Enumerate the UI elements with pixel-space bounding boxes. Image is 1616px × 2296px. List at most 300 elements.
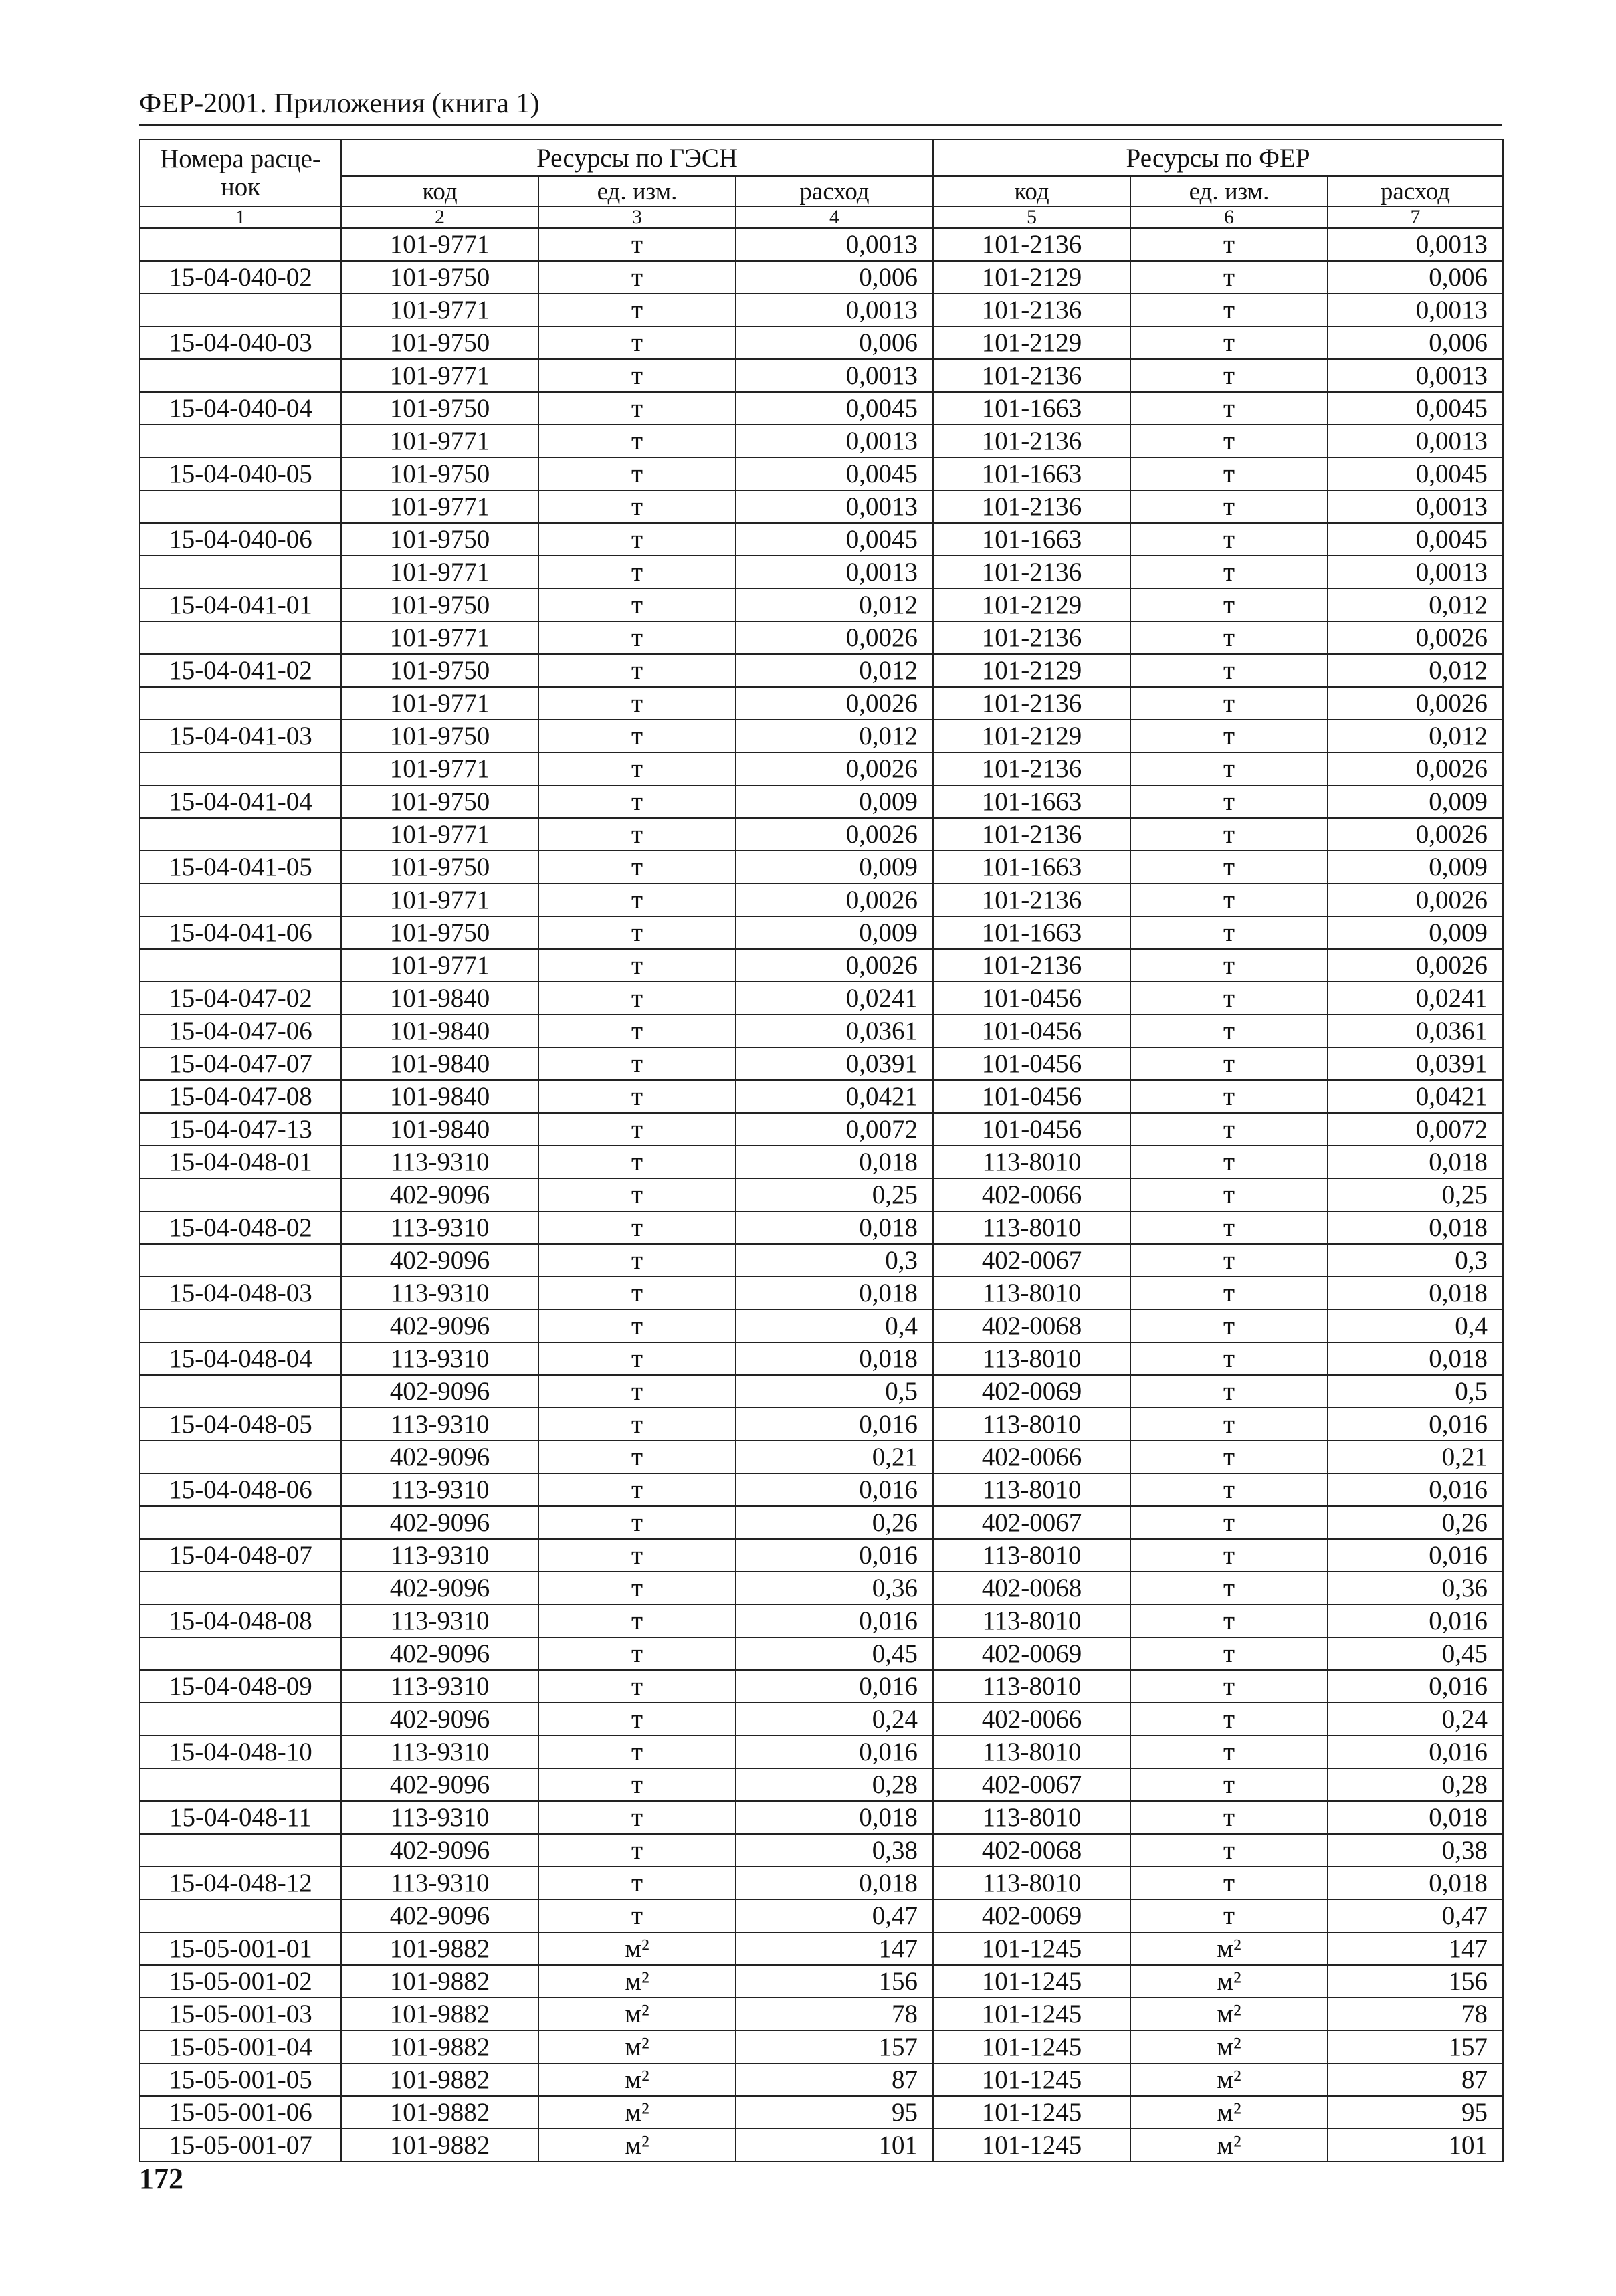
fer-code-cell: 101-2136: [933, 228, 1130, 261]
fer-unit-cell: т: [1130, 326, 1328, 359]
fer-consumption-cell: 0,016: [1328, 1408, 1503, 1441]
gesn-code-cell: 101-9771: [341, 687, 538, 720]
fer-code-cell: 113-8010: [933, 1604, 1130, 1637]
fer-code-cell: 101-1663: [933, 392, 1130, 425]
gesn-unit-cell: т: [538, 1867, 736, 1899]
fer-code-cell: 101-1663: [933, 916, 1130, 949]
gesn-consumption-cell: 0,009: [736, 916, 933, 949]
table-row: [140, 687, 1503, 720]
gesn-code-cell: 101-9882: [341, 1965, 538, 1998]
fer-code-cell: 101-2129: [933, 261, 1130, 294]
fer-consumption-cell: 0,016: [1328, 1604, 1503, 1637]
header-rate-numbers: [140, 140, 341, 207]
column-number: 7: [1328, 207, 1503, 228]
fer-consumption-cell: 0,018: [1328, 1146, 1503, 1178]
fer-code-cell: 113-8010: [933, 1342, 1130, 1375]
fer-consumption-cell: 0,36: [1328, 1572, 1503, 1604]
gesn-consumption-cell: 0,016: [736, 1408, 933, 1441]
fer-code-cell: 113-8010: [933, 1408, 1130, 1441]
rate-number-cell: 15-05-001-06: [140, 2096, 341, 2129]
fer-consumption-cell: 0,0241: [1328, 982, 1503, 1015]
table-row: [140, 556, 1503, 589]
gesn-unit-cell: т: [538, 818, 736, 851]
table-row: [140, 720, 1503, 752]
rate-number-cell: [140, 490, 341, 523]
table-row: [140, 1211, 1503, 1244]
table-row: [140, 1899, 1503, 1932]
gesn-consumption-cell: 0,0045: [736, 392, 933, 425]
gesn-unit-cell: т: [538, 359, 736, 392]
gesn-code-cell: 101-9771: [341, 294, 538, 326]
gesn-consumption-cell: 0,0361: [736, 1015, 933, 1047]
table-row: [140, 2129, 1503, 2162]
gesn-unit-cell: т: [538, 1801, 736, 1834]
gesn-unit-cell: м²: [538, 2129, 736, 2162]
rate-number-cell: 15-04-041-02: [140, 654, 341, 687]
gesn-consumption-cell: 0,4: [736, 1310, 933, 1342]
fer-unit-cell: т: [1130, 1899, 1328, 1932]
subheader-gesn-consumption: расход: [736, 176, 933, 207]
fer-unit-cell: м²: [1130, 1965, 1328, 1998]
gesn-code-cell: 402-9096: [341, 1899, 538, 1932]
fer-unit-cell: т: [1130, 1178, 1328, 1211]
fer-consumption-cell: 0,009: [1328, 851, 1503, 883]
fer-unit-cell: т: [1130, 1375, 1328, 1408]
rate-number-cell: 15-04-040-06: [140, 523, 341, 556]
gesn-unit-cell: т: [538, 457, 736, 490]
fer-consumption-cell: 0,0013: [1328, 359, 1503, 392]
gesn-code-cell: 101-9771: [341, 621, 538, 654]
gesn-unit-cell: т: [538, 425, 736, 457]
fer-unit-cell: т: [1130, 687, 1328, 720]
gesn-consumption-cell: 0,016: [736, 1473, 933, 1506]
fer-code-cell: 101-0456: [933, 982, 1130, 1015]
table-row: [140, 1375, 1503, 1408]
gesn-unit-cell: м²: [538, 2063, 736, 2096]
gesn-code-cell: 101-9750: [341, 261, 538, 294]
rate-number-cell: 15-04-048-09: [140, 1670, 341, 1703]
fer-unit-cell: т: [1130, 1572, 1328, 1604]
table-row: [140, 883, 1503, 916]
fer-consumption-cell: 0,0361: [1328, 1015, 1503, 1047]
gesn-code-cell: 113-9310: [341, 1736, 538, 1768]
table-row: [140, 851, 1503, 883]
table-row: [140, 621, 1503, 654]
gesn-code-cell: 101-9771: [341, 556, 538, 589]
table-row: [140, 326, 1503, 359]
fer-consumption-cell: 0,0421: [1328, 1080, 1503, 1113]
fer-unit-cell: т: [1130, 1768, 1328, 1801]
gesn-code-cell: 101-9771: [341, 228, 538, 261]
gesn-consumption-cell: 0,0013: [736, 490, 933, 523]
fer-unit-cell: т: [1130, 1146, 1328, 1178]
table-row: [140, 1015, 1503, 1047]
gesn-code-cell: 101-9750: [341, 457, 538, 490]
fer-consumption-cell: 0,016: [1328, 1736, 1503, 1768]
fer-unit-cell: т: [1130, 1441, 1328, 1473]
column-number: 3: [538, 207, 736, 228]
rate-number-cell: 15-05-001-02: [140, 1965, 341, 1998]
fer-unit-cell: т: [1130, 1342, 1328, 1375]
table-row: [140, 228, 1503, 261]
rate-number-cell: 15-05-001-07: [140, 2129, 341, 2162]
fer-code-cell: 402-0067: [933, 1768, 1130, 1801]
fer-consumption-cell: 0,38: [1328, 1834, 1503, 1867]
gesn-unit-cell: т: [538, 1244, 736, 1277]
gesn-unit-cell: т: [538, 1408, 736, 1441]
gesn-code-cell: 402-9096: [341, 1310, 538, 1342]
rate-number-cell: 15-04-048-12: [140, 1867, 341, 1899]
gesn-consumption-cell: 0,0241: [736, 982, 933, 1015]
fer-unit-cell: т: [1130, 1736, 1328, 1768]
gesn-consumption-cell: 0,012: [736, 654, 933, 687]
table-row: [140, 1932, 1503, 1965]
fer-code-cell: 101-2136: [933, 425, 1130, 457]
gesn-consumption-cell: 0,018: [736, 1867, 933, 1899]
fer-code-cell: 101-1245: [933, 1998, 1130, 2030]
table-row: [140, 1080, 1503, 1113]
fer-unit-cell: т: [1130, 1113, 1328, 1146]
gesn-code-cell: 402-9096: [341, 1637, 538, 1670]
fer-code-cell: 113-8010: [933, 1539, 1130, 1572]
gesn-consumption-cell: 0,0045: [736, 523, 933, 556]
fer-code-cell: 113-8010: [933, 1211, 1130, 1244]
rate-number-cell: 15-05-001-05: [140, 2063, 341, 2096]
rate-number-cell: 15-04-048-11: [140, 1801, 341, 1834]
fer-unit-cell: т: [1130, 1604, 1328, 1637]
fer-consumption-cell: 0,018: [1328, 1342, 1503, 1375]
gesn-unit-cell: т: [538, 490, 736, 523]
gesn-code-cell: 113-9310: [341, 1604, 538, 1637]
fer-code-cell: 113-8010: [933, 1277, 1130, 1310]
fer-consumption-cell: 0,006: [1328, 326, 1503, 359]
rate-number-cell: 15-04-041-06: [140, 916, 341, 949]
rate-number-cell: 15-04-041-05: [140, 851, 341, 883]
rate-number-cell: [140, 294, 341, 326]
rate-number-cell: [140, 949, 341, 982]
gesn-code-cell: 101-9750: [341, 589, 538, 621]
rate-number-cell: 15-04-047-07: [140, 1047, 341, 1080]
rate-number-cell: [140, 1244, 341, 1277]
table-body: [140, 228, 1503, 2162]
gesn-code-cell: 402-9096: [341, 1375, 538, 1408]
fer-unit-cell: т: [1130, 1310, 1328, 1342]
rate-number-cell: [140, 1834, 341, 1867]
fer-code-cell: 101-2129: [933, 654, 1130, 687]
gesn-consumption-cell: 0,0026: [736, 883, 933, 916]
subheader-gesn-unit: ед. изм.: [538, 176, 736, 207]
fer-code-cell: 101-0456: [933, 1080, 1130, 1113]
gesn-unit-cell: т: [538, 294, 736, 326]
header-fer-resources: Ресурсы по ФЕР: [933, 140, 1503, 176]
gesn-consumption-cell: 0,018: [736, 1146, 933, 1178]
gesn-unit-cell: т: [538, 1834, 736, 1867]
gesn-unit-cell: м²: [538, 2096, 736, 2129]
fer-unit-cell: т: [1130, 1277, 1328, 1310]
table-row: [140, 1113, 1503, 1146]
table-row: [140, 1310, 1503, 1342]
gesn-unit-cell: т: [538, 326, 736, 359]
gesn-consumption-cell: 0,016: [736, 1736, 933, 1768]
subheader-fer-code: код: [933, 176, 1130, 207]
gesn-code-cell: 101-9840: [341, 1113, 538, 1146]
gesn-code-cell: 101-9840: [341, 982, 538, 1015]
gesn-unit-cell: т: [538, 1539, 736, 1572]
fer-consumption-cell: 0,0013: [1328, 490, 1503, 523]
fer-code-cell: 101-1663: [933, 523, 1130, 556]
gesn-consumption-cell: 157: [736, 2030, 933, 2063]
gesn-consumption-cell: 147: [736, 1932, 933, 1965]
gesn-unit-cell: т: [538, 556, 736, 589]
gesn-code-cell: 402-9096: [341, 1572, 538, 1604]
gesn-code-cell: 101-9750: [341, 654, 538, 687]
page-header-title: ФЕР-2001. Приложения (книга 1): [139, 88, 540, 119]
fer-unit-cell: т: [1130, 949, 1328, 982]
table-row: [140, 523, 1503, 556]
fer-code-cell: 402-0066: [933, 1178, 1130, 1211]
rate-number-cell: 15-04-048-03: [140, 1277, 341, 1310]
rate-number-cell: [140, 1506, 341, 1539]
gesn-unit-cell: т: [538, 687, 736, 720]
fer-unit-cell: т: [1130, 490, 1328, 523]
gesn-unit-cell: т: [538, 1015, 736, 1047]
gesn-code-cell: 101-9882: [341, 1932, 538, 1965]
fer-unit-cell: т: [1130, 1473, 1328, 1506]
gesn-code-cell: 402-9096: [341, 1834, 538, 1867]
gesn-unit-cell: т: [538, 1277, 736, 1310]
gesn-unit-cell: т: [538, 1211, 736, 1244]
rate-number-cell: [140, 1768, 341, 1801]
fer-consumption-cell: 0,0045: [1328, 392, 1503, 425]
gesn-code-cell: 113-9310: [341, 1408, 538, 1441]
gesn-consumption-cell: 0,006: [736, 261, 933, 294]
rate-number-cell: 15-04-047-13: [140, 1113, 341, 1146]
fer-consumption-cell: 0,0072: [1328, 1113, 1503, 1146]
fer-consumption-cell: 0,0045: [1328, 457, 1503, 490]
fer-unit-cell: т: [1130, 228, 1328, 261]
fer-consumption-cell: 0,5: [1328, 1375, 1503, 1408]
gesn-consumption-cell: 0,24: [736, 1703, 933, 1736]
fer-consumption-cell: 0,009: [1328, 916, 1503, 949]
table-row: [140, 1768, 1503, 1801]
fer-unit-cell: м²: [1130, 1998, 1328, 2030]
fer-code-cell: 101-1245: [933, 2129, 1130, 2162]
fer-unit-cell: т: [1130, 916, 1328, 949]
fer-unit-cell: т: [1130, 1703, 1328, 1736]
gesn-consumption-cell: 0,47: [736, 1899, 933, 1932]
gesn-unit-cell: т: [538, 949, 736, 982]
fer-consumption-cell: 0,0045: [1328, 523, 1503, 556]
fer-unit-cell: т: [1130, 621, 1328, 654]
fer-code-cell: 101-2129: [933, 326, 1130, 359]
fer-unit-cell: т: [1130, 1015, 1328, 1047]
fer-code-cell: 113-8010: [933, 1473, 1130, 1506]
gesn-code-cell: 101-9750: [341, 851, 538, 883]
gesn-code-cell: 101-9771: [341, 752, 538, 785]
fer-unit-cell: т: [1130, 392, 1328, 425]
gesn-code-cell: 101-9840: [341, 1080, 538, 1113]
fer-consumption-cell: 0,018: [1328, 1867, 1503, 1899]
gesn-unit-cell: м²: [538, 2030, 736, 2063]
fer-unit-cell: т: [1130, 425, 1328, 457]
rate-number-cell: 15-04-048-04: [140, 1342, 341, 1375]
fer-consumption-cell: 0,21: [1328, 1441, 1503, 1473]
fer-code-cell: 402-0069: [933, 1375, 1130, 1408]
gesn-unit-cell: м²: [538, 1998, 736, 2030]
gesn-unit-cell: т: [538, 982, 736, 1015]
rate-number-cell: 15-04-041-01: [140, 589, 341, 621]
table-row: [140, 457, 1503, 490]
fer-consumption-cell: 0,26: [1328, 1506, 1503, 1539]
gesn-code-cell: 402-9096: [341, 1244, 538, 1277]
gesn-consumption-cell: 0,012: [736, 589, 933, 621]
gesn-code-cell: 101-9882: [341, 2030, 538, 2063]
fer-code-cell: 101-1245: [933, 1965, 1130, 1998]
rate-number-cell: [140, 359, 341, 392]
rate-number-cell: 15-04-047-02: [140, 982, 341, 1015]
fer-code-cell: 101-2136: [933, 621, 1130, 654]
gesn-consumption-cell: 0,0045: [736, 457, 933, 490]
fer-unit-cell: т: [1130, 982, 1328, 1015]
gesn-unit-cell: т: [538, 1473, 736, 1506]
fer-code-cell: 402-0068: [933, 1310, 1130, 1342]
rate-number-cell: 15-04-048-06: [140, 1473, 341, 1506]
table-row: [140, 1604, 1503, 1637]
fer-code-cell: 402-0067: [933, 1506, 1130, 1539]
fer-code-cell: 101-1245: [933, 1932, 1130, 1965]
table-row: [140, 1637, 1503, 1670]
rate-number-cell: 15-04-040-02: [140, 261, 341, 294]
gesn-code-cell: 113-9310: [341, 1867, 538, 1899]
gesn-code-cell: 101-9882: [341, 2129, 538, 2162]
gesn-unit-cell: т: [538, 883, 736, 916]
gesn-consumption-cell: 0,45: [736, 1637, 933, 1670]
gesn-code-cell: 101-9750: [341, 326, 538, 359]
gesn-unit-cell: т: [538, 1572, 736, 1604]
rate-number-cell: [140, 1375, 341, 1408]
gesn-consumption-cell: 0,28: [736, 1768, 933, 1801]
rate-number-cell: 15-04-048-02: [140, 1211, 341, 1244]
fer-consumption-cell: 0,018: [1328, 1211, 1503, 1244]
fer-code-cell: 113-8010: [933, 1867, 1130, 1899]
table-row: [140, 1736, 1503, 1768]
table-row: [140, 916, 1503, 949]
gesn-code-cell: 101-9882: [341, 1998, 538, 2030]
fer-consumption-cell: 0,009: [1328, 785, 1503, 818]
gesn-unit-cell: т: [538, 523, 736, 556]
gesn-code-cell: 101-9750: [341, 916, 538, 949]
gesn-unit-cell: т: [538, 851, 736, 883]
rate-number-cell: 15-04-040-04: [140, 392, 341, 425]
fer-unit-cell: т: [1130, 883, 1328, 916]
fer-code-cell: 101-2136: [933, 556, 1130, 589]
rate-number-cell: [140, 228, 341, 261]
gesn-consumption-cell: 0,0026: [736, 621, 933, 654]
fer-consumption-cell: 0,0391: [1328, 1047, 1503, 1080]
gesn-code-cell: 402-9096: [341, 1441, 538, 1473]
header-rate-numbers-text: Номера расце-нок: [160, 144, 321, 201]
fer-consumption-cell: 0,0013: [1328, 425, 1503, 457]
gesn-code-cell: 101-9750: [341, 523, 538, 556]
gesn-unit-cell: м²: [538, 1965, 736, 1998]
fer-unit-cell: т: [1130, 785, 1328, 818]
rate-number-cell: 15-04-040-03: [140, 326, 341, 359]
gesn-unit-cell: т: [538, 720, 736, 752]
fer-consumption-cell: 0,4: [1328, 1310, 1503, 1342]
gesn-consumption-cell: 156: [736, 1965, 933, 1998]
gesn-consumption-cell: 0,38: [736, 1834, 933, 1867]
rate-number-cell: 15-05-001-01: [140, 1932, 341, 1965]
gesn-code-cell: 101-9750: [341, 785, 538, 818]
gesn-consumption-cell: 0,006: [736, 326, 933, 359]
gesn-unit-cell: т: [538, 1604, 736, 1637]
fer-unit-cell: т: [1130, 654, 1328, 687]
fer-code-cell: 101-2136: [933, 359, 1130, 392]
fer-unit-cell: т: [1130, 523, 1328, 556]
gesn-unit-cell: т: [538, 1736, 736, 1768]
rate-number-cell: 15-04-048-10: [140, 1736, 341, 1768]
rate-number-cell: [140, 687, 341, 720]
rate-number-cell: 15-04-048-07: [140, 1539, 341, 1572]
gesn-code-cell: 101-9750: [341, 392, 538, 425]
fer-unit-cell: т: [1130, 1047, 1328, 1080]
fer-code-cell: 101-2136: [933, 687, 1130, 720]
rate-number-cell: [140, 818, 341, 851]
gesn-consumption-cell: 0,0391: [736, 1047, 933, 1080]
gesn-consumption-cell: 0,25: [736, 1178, 933, 1211]
fer-unit-cell: т: [1130, 294, 1328, 326]
fer-unit-cell: т: [1130, 1244, 1328, 1277]
fer-code-cell: 113-8010: [933, 1146, 1130, 1178]
gesn-consumption-cell: 0,009: [736, 785, 933, 818]
table-row: [140, 1506, 1503, 1539]
page-number: 172: [139, 2162, 183, 2195]
gesn-consumption-cell: 0,0013: [736, 359, 933, 392]
table-row: [140, 785, 1503, 818]
gesn-consumption-cell: 0,3: [736, 1244, 933, 1277]
fer-code-cell: 402-0067: [933, 1244, 1130, 1277]
gesn-consumption-cell: 0,36: [736, 1572, 933, 1604]
fer-unit-cell: т: [1130, 1408, 1328, 1441]
fer-consumption-cell: 0,45: [1328, 1637, 1503, 1670]
fer-code-cell: 101-2136: [933, 490, 1130, 523]
fer-code-cell: 101-1245: [933, 2030, 1130, 2063]
rate-number-cell: 15-04-040-05: [140, 457, 341, 490]
gesn-code-cell: 101-9771: [341, 883, 538, 916]
gesn-unit-cell: т: [538, 1080, 736, 1113]
fer-code-cell: 101-1245: [933, 2096, 1130, 2129]
gesn-consumption-cell: 101: [736, 2129, 933, 2162]
fer-code-cell: 113-8010: [933, 1736, 1130, 1768]
gesn-consumption-cell: 0,0026: [736, 752, 933, 785]
fer-consumption-cell: 0,0026: [1328, 687, 1503, 720]
subheader-gesn-code: код: [341, 176, 538, 207]
gesn-code-cell: 101-9840: [341, 1047, 538, 1080]
gesn-unit-cell: т: [538, 1768, 736, 1801]
gesn-unit-cell: т: [538, 1899, 736, 1932]
fer-code-cell: 113-8010: [933, 1670, 1130, 1703]
gesn-code-cell: 402-9096: [341, 1768, 538, 1801]
rate-number-cell: [140, 1310, 341, 1342]
fer-code-cell: 101-2129: [933, 589, 1130, 621]
fer-unit-cell: т: [1130, 359, 1328, 392]
table-row: [140, 982, 1503, 1015]
gesn-unit-cell: т: [538, 261, 736, 294]
rate-number-cell: [140, 752, 341, 785]
gesn-unit-cell: т: [538, 1375, 736, 1408]
fer-unit-cell: м²: [1130, 2129, 1328, 2162]
fer-consumption-cell: 0,0013: [1328, 228, 1503, 261]
